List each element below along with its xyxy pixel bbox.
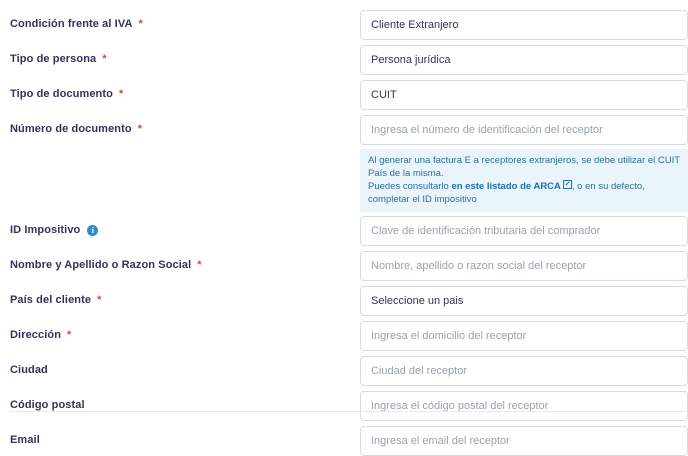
label-text: Código postal [10, 399, 85, 411]
label-condicion-iva [10, 10, 360, 31]
field-codigo-postal [360, 391, 688, 421]
field-numero-documento [360, 115, 688, 212]
field-tipo-persona [360, 45, 688, 75]
form-divider [10, 411, 688, 412]
cuit-pais-notice [360, 149, 688, 212]
ciudad-input[interactable]: Ciudad del receptor [360, 356, 688, 386]
field-pais-cliente [360, 286, 688, 316]
required-asterisk: * [118, 88, 124, 100]
form-row-nombre-razon-social [0, 251, 688, 281]
arca-listado-link[interactable]: en este listado de ARCA [451, 181, 561, 192]
field-nombre-razon-social [360, 251, 688, 281]
external-link-icon [563, 180, 572, 189]
notice-line1: Al generar una factura E a receptores extranjeros, se debe utilizar el CUIT País de la misma. [368, 155, 680, 179]
form-row-condicion-iva [0, 10, 688, 40]
label-text: Tipo de documento [10, 88, 113, 100]
id-impositivo-input[interactable]: Clave de identificación tributaria del comprador [360, 216, 688, 246]
label-text: Dirección [10, 329, 62, 341]
info-icon[interactable]: i [87, 225, 98, 236]
required-asterisk: * [137, 123, 142, 135]
form-row-email [0, 426, 688, 456]
label-tipo-persona [10, 45, 360, 66]
label-pais-cliente [10, 286, 360, 307]
label-text: Tipo de persona [10, 53, 97, 65]
field-condicion-iva [360, 10, 688, 40]
label-direccion [10, 321, 360, 342]
form-row-numero-documento [0, 115, 688, 212]
condicion-iva-select[interactable]: Cliente Extranjero [360, 10, 688, 40]
required-asterisk: * [197, 259, 202, 271]
codigo-postal-input[interactable]: Ingresa el código postal del receptor [360, 391, 688, 421]
required-asterisk: * [97, 294, 102, 306]
label-ciudad [10, 356, 360, 377]
form-row-codigo-postal [0, 391, 688, 421]
form-row-id-impositivo [0, 216, 688, 246]
notice-link-suffix: , o en su defecto, completar el ID impositivo [368, 181, 645, 205]
field-email [360, 426, 688, 456]
label-text: Condición frente al IVA [10, 18, 133, 30]
label-text: ID Impositivo [10, 224, 81, 236]
required-asterisk: * [102, 53, 107, 65]
direccion-input[interactable]: Ingresa el domicilio del receptor [360, 321, 688, 351]
label-id-impositivo [10, 216, 360, 237]
form-row-pais-cliente [0, 286, 688, 316]
required-asterisk: * [67, 329, 72, 341]
form-row-tipo-documento [0, 80, 688, 110]
form-row-tipo-persona [0, 45, 688, 75]
field-tipo-documento [360, 80, 688, 110]
label-numero-documento [10, 115, 360, 136]
label-text: País del cliente [10, 294, 92, 306]
form-row-direccion [0, 321, 688, 351]
label-text: Email [10, 434, 40, 446]
label-text: Ciudad [10, 364, 48, 376]
email-input[interactable]: Ingresa el email del receptor [360, 426, 688, 456]
notice-link-prefix: Puedes consultarlo [368, 181, 452, 192]
label-email [10, 426, 360, 447]
tipo-persona-select[interactable]: Persona jurídica [360, 45, 688, 75]
label-text: Número de documento [10, 123, 132, 135]
tipo-documento-select[interactable]: CUIT [360, 80, 688, 110]
label-text: Nombre y Apellido o Razon Social [10, 259, 192, 271]
required-asterisk: * [138, 18, 143, 30]
field-direccion [360, 321, 688, 351]
field-ciudad [360, 356, 688, 386]
label-nombre-razon-social [10, 251, 360, 272]
label-tipo-documento [10, 80, 360, 101]
form-row-ciudad [0, 356, 688, 386]
field-id-impositivo [360, 216, 688, 246]
label-codigo-postal [10, 391, 360, 412]
nombre-razon-social-input[interactable]: Nombre, apellido o razon social del receptor [360, 251, 688, 281]
pais-cliente-select[interactable]: Seleccione un pais [360, 286, 688, 316]
numero-documento-input[interactable]: Ingresa el número de identificación del receptor [360, 115, 688, 145]
